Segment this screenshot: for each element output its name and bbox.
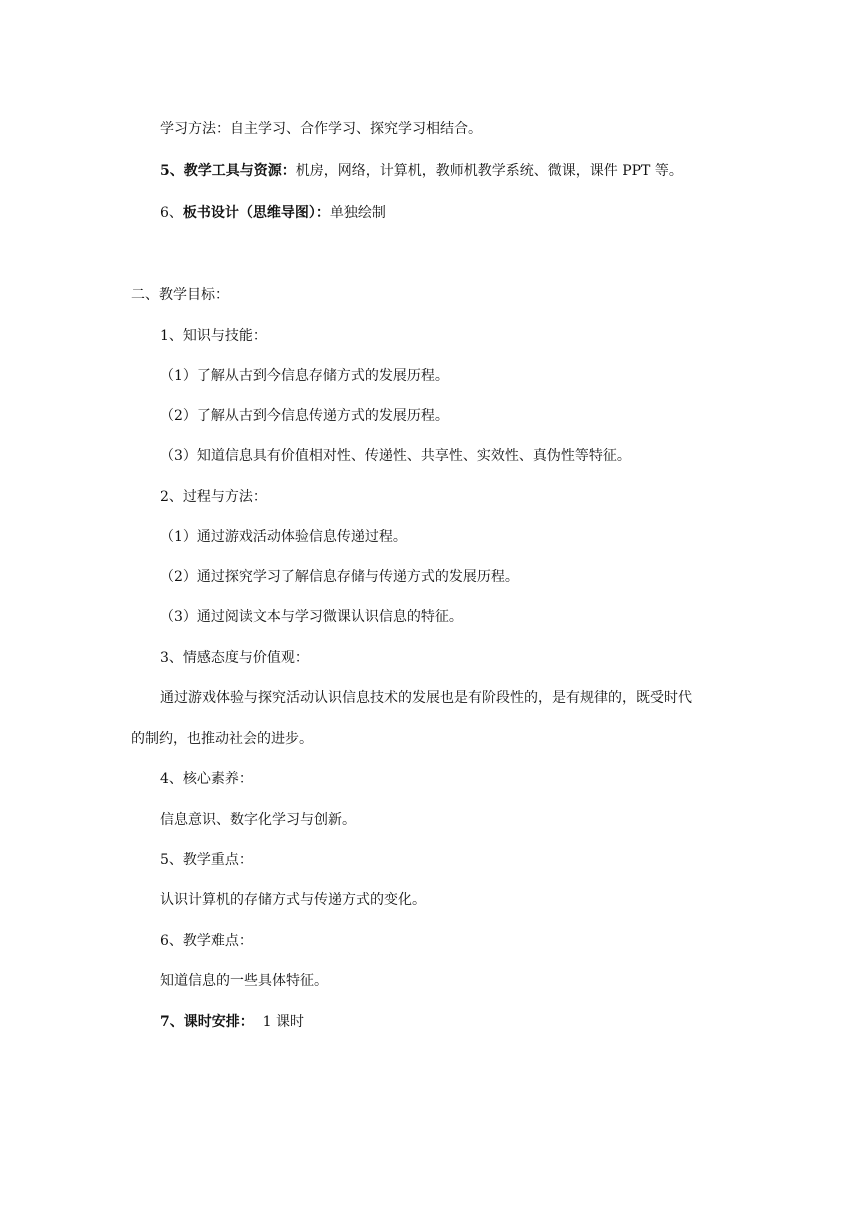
subheading-core-literacy — [160, 769, 253, 789]
subheading-text: 1、知识与技能： — [160, 328, 267, 344]
paragraph-line — [160, 971, 328, 991]
paragraph-text: 的制约，也推动社会的进步。 — [131, 731, 313, 747]
list-item-text: （2）了解从古到今信息传递方式的发展历程。 — [160, 408, 449, 424]
subheading-key-points — [160, 850, 253, 870]
learning-methods-line — [160, 119, 482, 139]
paragraph-text: 认识计算机的存储方式与传递方式的变化。 — [160, 892, 426, 908]
list-item — [160, 527, 407, 547]
board-design-text: 单独绘制 — [329, 205, 386, 221]
board-design-prefix: 6、 — [160, 205, 183, 221]
paragraph-line — [160, 890, 426, 910]
teaching-tools-line — [160, 161, 683, 181]
class-hours-line — [160, 1012, 304, 1032]
subheading-text: 5、教学重点： — [160, 852, 253, 868]
subheading-process-methods — [160, 487, 267, 507]
class-hours-text: 1 课时 — [262, 1014, 305, 1030]
paragraph-line — [131, 729, 313, 749]
board-design-line — [160, 203, 386, 223]
paragraph-text: 知道信息的一些具体特征。 — [160, 973, 328, 989]
list-item-text: （1）通过游戏活动体验信息传递过程。 — [160, 529, 407, 545]
subheading-text: 6、教学难点： — [160, 933, 253, 949]
subheading-text: 2、过程与方法： — [160, 489, 267, 505]
teaching-tools-text: 机房，网络，计算机，教师机教学系统、微课，课件 PPT 等。 — [295, 163, 683, 179]
list-item-text: （1）了解从古到今信息存储方式的发展历程。 — [160, 368, 449, 384]
subheading-difficulties — [160, 931, 253, 951]
section-heading-teaching-goals — [131, 285, 229, 305]
list-item-text: （2）通过探究学习了解信息存储与传递方式的发展历程。 — [160, 569, 519, 585]
list-item-text: （3）知道信息具有价值相对性、传递性、共享性、实效性、真伪性等特征。 — [160, 448, 631, 464]
list-item — [160, 567, 519, 587]
board-design-label: 板书设计（思维导图）： — [182, 205, 330, 221]
list-item — [160, 406, 449, 426]
list-item — [160, 607, 463, 627]
subheading-knowledge-skills — [160, 326, 267, 346]
paragraph-line — [160, 810, 356, 830]
subheading-text: 3、情感态度与价值观： — [160, 650, 309, 666]
paragraph-text: 通过游戏体验与探究活动认识信息技术的发展也是有阶段性的，是有规律的，既受时代 — [160, 690, 692, 706]
teaching-tools-label: 5、教学工具与资源： — [160, 163, 296, 179]
list-item-text: （3）通过阅读文本与学习微课认识信息的特征。 — [160, 609, 463, 625]
subheading-text: 4、核心素养： — [160, 771, 253, 787]
class-hours-label: 7、课时安排： — [160, 1014, 254, 1030]
paragraph-text: 信息意识、数字化学习与创新。 — [160, 812, 356, 828]
learning-methods-text: 学习方法：自主学习、合作学习、探究学习相结合。 — [160, 121, 482, 137]
paragraph-line — [160, 688, 692, 708]
section-heading-text: 二、教学目标： — [131, 287, 229, 303]
list-item — [160, 366, 449, 386]
list-item — [160, 446, 631, 466]
subheading-attitudes-values — [160, 648, 309, 668]
